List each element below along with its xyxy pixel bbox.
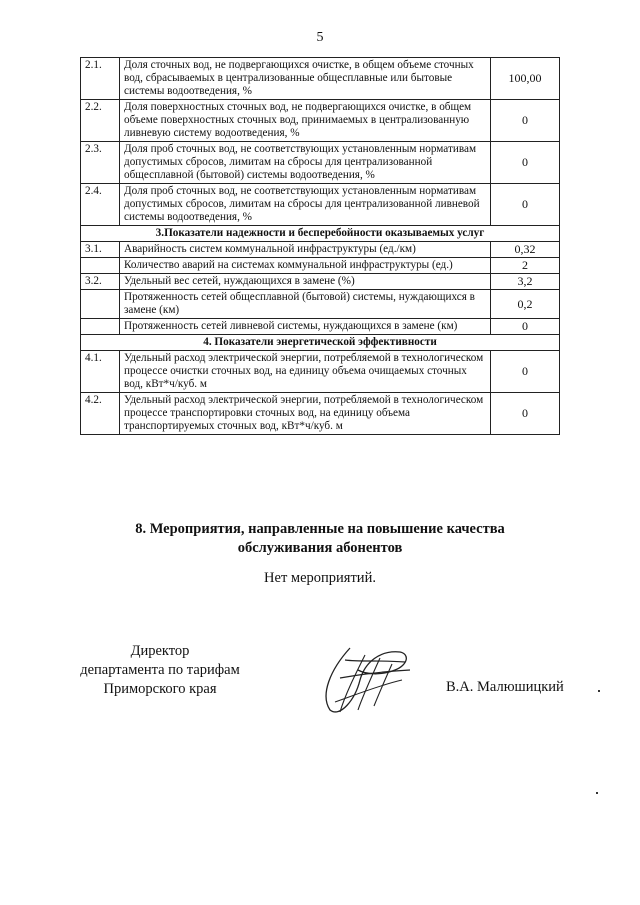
row-value: 0 [491, 393, 560, 435]
row-number [81, 258, 120, 274]
row-number: 2.1. [81, 58, 120, 100]
row-description: Доля проб сточных вод, не соответствующих установленным нормативам допустимых сбросов, лимитам на сбросы для централизованной ливневой системы водоотведения, % [120, 184, 491, 226]
heading-line: 8. Мероприятия, направленные на повышение качества [135, 521, 505, 537]
no-measures-text: Нет мероприятий. [264, 570, 376, 586]
section-header-row [81, 226, 560, 242]
table-row [81, 184, 560, 226]
scan-speck [596, 792, 598, 794]
table-row [81, 242, 560, 258]
signatory-title-line: департамента по тарифам [80, 662, 240, 678]
table-row [81, 142, 560, 184]
row-value: 2 [491, 258, 560, 274]
scan-speck [598, 690, 600, 692]
row-description: Аварийность систем коммунальной инфраструктуры (ед./км) [120, 242, 491, 258]
table-row [81, 290, 560, 319]
row-description: Удельный вес сетей, нуждающихся в замене (%) [120, 274, 491, 290]
signatory-title-line: Приморского края [103, 681, 217, 697]
row-value: 0 [491, 100, 560, 142]
signatory-title-line: Директор [130, 643, 190, 659]
row-number: 4.1. [81, 351, 120, 393]
table-row [81, 319, 560, 335]
table-row [81, 351, 560, 393]
signatory-name: В.А. Малюшицкий [446, 679, 564, 695]
row-number: 2.2. [81, 100, 120, 142]
section-4-title: 4. Показатели энергетической эффективности [81, 335, 560, 351]
row-value: 0 [491, 184, 560, 226]
row-number: 2.4. [81, 184, 120, 226]
row-description: Доля сточных вод, не подвергающихся очистке, в общем объеме сточных вод, сбрасываемых в централизованные общесплавные или бытовые системы водоотведения, % [120, 58, 491, 100]
row-number: 2.3. [81, 142, 120, 184]
indicators-table [80, 57, 560, 435]
table-row [81, 274, 560, 290]
row-description: Удельный расход электрической энергии, потребляемой в технологическом процессе очистки сточных вод, на единицу объема очищаемых сточных вод, кВт*ч/куб. м [120, 351, 491, 393]
row-description: Протяженность сетей общесплавной (бытовой) системы, нуждающихся в замене (км) [120, 290, 491, 319]
table-row [81, 100, 560, 142]
row-value: 100,00 [491, 58, 560, 100]
heading-line: обслуживания абонентов [237, 540, 403, 556]
page-number: 5 [316, 30, 324, 45]
signatory-title [70, 642, 250, 699]
handwritten-signature [310, 640, 420, 720]
row-value: 0,2 [491, 290, 560, 319]
row-value: 3,2 [491, 274, 560, 290]
row-number: 3.2. [81, 274, 120, 290]
table-row [81, 258, 560, 274]
row-description: Количество аварий на системах коммунальной инфраструктуры (ед.) [120, 258, 491, 274]
row-description: Протяженность сетей ливневой системы, нуждающихся в замене (км) [120, 319, 491, 335]
section-8-heading [0, 520, 640, 558]
section-header-row [81, 335, 560, 351]
row-number [81, 290, 120, 319]
row-value: 0 [491, 319, 560, 335]
row-number [81, 319, 120, 335]
row-value: 0 [491, 351, 560, 393]
row-number: 4.2. [81, 393, 120, 435]
row-number: 3.1. [81, 242, 120, 258]
row-value: 0 [491, 142, 560, 184]
row-description: Доля поверхностных сточных вод, не подвергающихся очистке, в общем объеме поверхностных сточных вод, принимаемых в централизованную ливневую систему водоотведения, % [120, 100, 491, 142]
row-description: Доля проб сточных вод, не соответствующих установленным нормативам допустимых сбросов, лимитам на сбросы для централизованной общесплавной (бытовой) системы водоотведения, % [120, 142, 491, 184]
row-value: 0,32 [491, 242, 560, 258]
section-3-title: 3.Показатели надежности и бесперебойности оказываемых услуг [81, 226, 560, 242]
row-description: Удельный расход электрической энергии, потребляемой в технологическом процессе транспортировки сточных вод, на единицу объема транспортируемых сточных вод, кВт*ч/куб. м [120, 393, 491, 435]
table-row [81, 393, 560, 435]
table-row [81, 58, 560, 100]
